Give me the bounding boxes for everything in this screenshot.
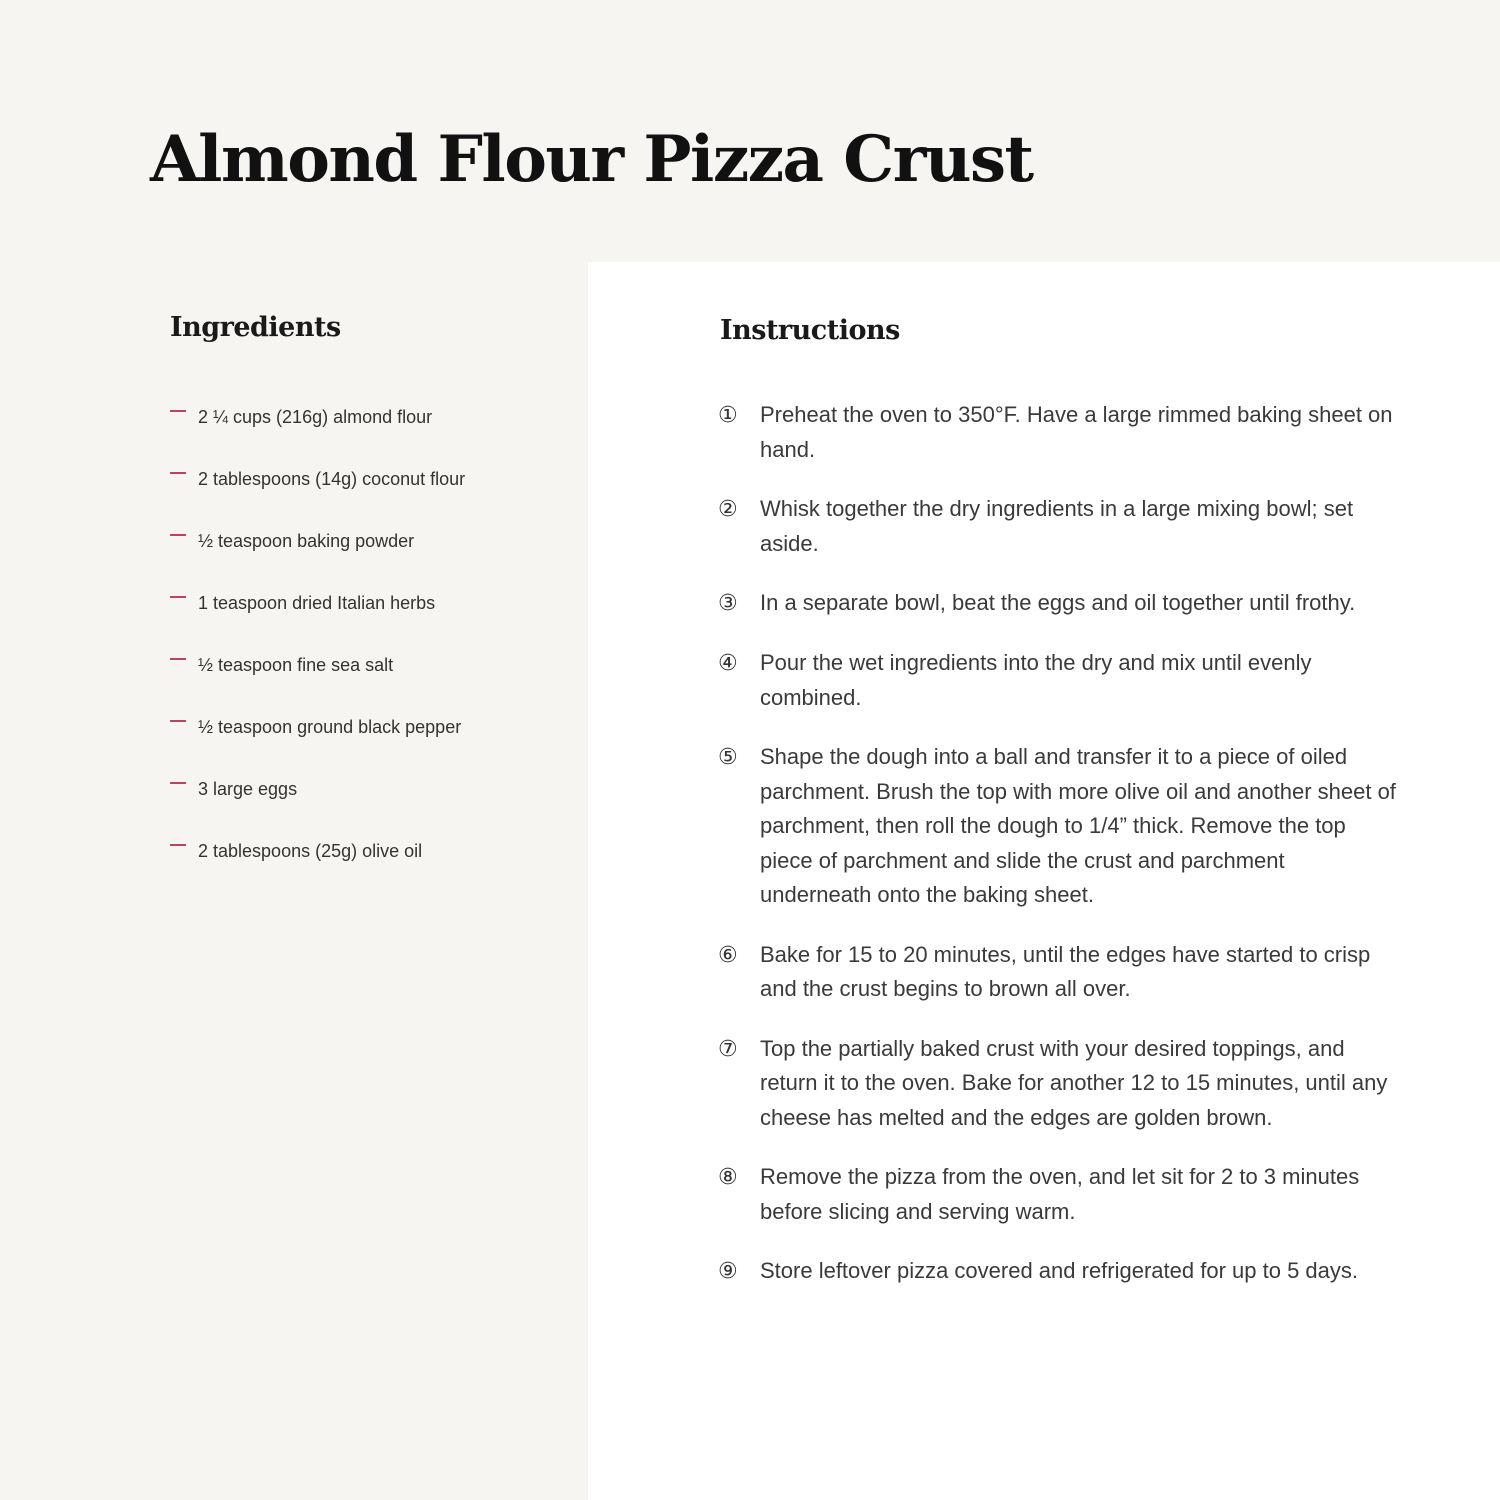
step-number-icon: ④ bbox=[718, 651, 738, 676]
dash-icon bbox=[170, 658, 186, 660]
step-number-icon: ② bbox=[718, 497, 738, 522]
instructions-heading: Instructions bbox=[720, 315, 900, 346]
step-text: Preheat the oven to 350°F. Have a large rimmed baking sheet on hand. bbox=[760, 402, 1393, 462]
dash-icon bbox=[170, 720, 186, 722]
dash-icon bbox=[170, 472, 186, 474]
ingredient-text: 2 ¼ cups (216g) almond flour bbox=[198, 407, 433, 427]
instruction-step bbox=[718, 1032, 1398, 1136]
step-text: Top the partially baked crust with your desired toppings, and return it to the oven. Bake for another 12 to 15 minutes, until any cheese has melted and the edges are golden brown. bbox=[760, 1035, 1388, 1130]
instruction-step bbox=[718, 740, 1398, 913]
instructions-list bbox=[718, 398, 1398, 1314]
dash-icon bbox=[170, 534, 186, 536]
step-text: Bake for 15 to 20 minutes, until the edges have started to crisp and the crust begins to brown all over. bbox=[760, 941, 1371, 1001]
step-number-icon: ⑨ bbox=[718, 1259, 738, 1284]
instruction-step bbox=[718, 646, 1398, 715]
ingredient-text: ½ teaspoon fine sea salt bbox=[198, 655, 394, 675]
page-title: Almond Flour Pizza Crust bbox=[150, 122, 1033, 197]
ingredient-item bbox=[170, 572, 465, 634]
step-text: Whisk together the dry ingredients in a large mixing bowl; set aside. bbox=[760, 496, 1354, 556]
step-number-icon: ⑧ bbox=[718, 1165, 738, 1190]
ingredient-text: 2 tablespoons (14g) coconut flour bbox=[198, 469, 466, 489]
step-number-icon: ⑥ bbox=[718, 942, 738, 968]
step-number-icon: ① bbox=[718, 403, 738, 428]
ingredient-text: ½ teaspoon baking powder bbox=[198, 531, 415, 551]
dash-icon bbox=[170, 782, 186, 784]
step-text: Store leftover pizza covered and refrigerated for up to 5 days. bbox=[760, 1258, 1358, 1283]
ingredient-item bbox=[170, 448, 465, 510]
ingredients-list bbox=[170, 386, 465, 882]
step-text: In a separate bowl, beat the eggs and oil together until frothy. bbox=[760, 590, 1356, 615]
step-number-icon: ⑤ bbox=[718, 745, 738, 770]
step-text: Remove the pizza from the oven, and let sit for 2 to 3 minutes before slicing and serving warm. bbox=[760, 1164, 1360, 1224]
ingredient-text: ½ teaspoon ground black pepper bbox=[198, 717, 462, 737]
instruction-step bbox=[718, 586, 1398, 621]
ingredient-text: 2 tablespoons (25g) olive oil bbox=[198, 841, 423, 861]
ingredient-item bbox=[170, 510, 465, 572]
ingredient-item bbox=[170, 634, 465, 696]
instruction-step bbox=[718, 1160, 1398, 1229]
dash-icon bbox=[170, 596, 186, 598]
step-number-icon: ⑦ bbox=[718, 1036, 738, 1062]
dash-icon bbox=[170, 410, 186, 412]
instruction-step bbox=[718, 1254, 1398, 1289]
ingredient-text: 3 large eggs bbox=[198, 779, 298, 799]
instruction-step bbox=[718, 492, 1398, 561]
ingredient-item bbox=[170, 386, 465, 448]
ingredient-text: 1 teaspoon dried Italian herbs bbox=[198, 593, 436, 613]
ingredients-heading: Ingredients bbox=[170, 312, 341, 343]
instruction-step bbox=[718, 398, 1398, 467]
ingredient-item bbox=[170, 696, 465, 758]
step-text: Pour the wet ingredients into the dry and mix until evenly combined. bbox=[760, 650, 1312, 710]
ingredient-item bbox=[170, 820, 465, 882]
instruction-step bbox=[718, 938, 1398, 1007]
ingredient-item bbox=[170, 758, 465, 820]
dash-icon bbox=[170, 844, 186, 846]
step-number-icon: ③ bbox=[718, 591, 738, 616]
step-text: Shape the dough into a ball and transfer it to a piece of oiled parchment. Brush the top with more olive oil and another sheet of parchment, then roll the dough to 1/4” thick. Remove the top piece of parchment and slide the crust and parchment underneath onto the baking sheet. bbox=[760, 744, 1396, 907]
